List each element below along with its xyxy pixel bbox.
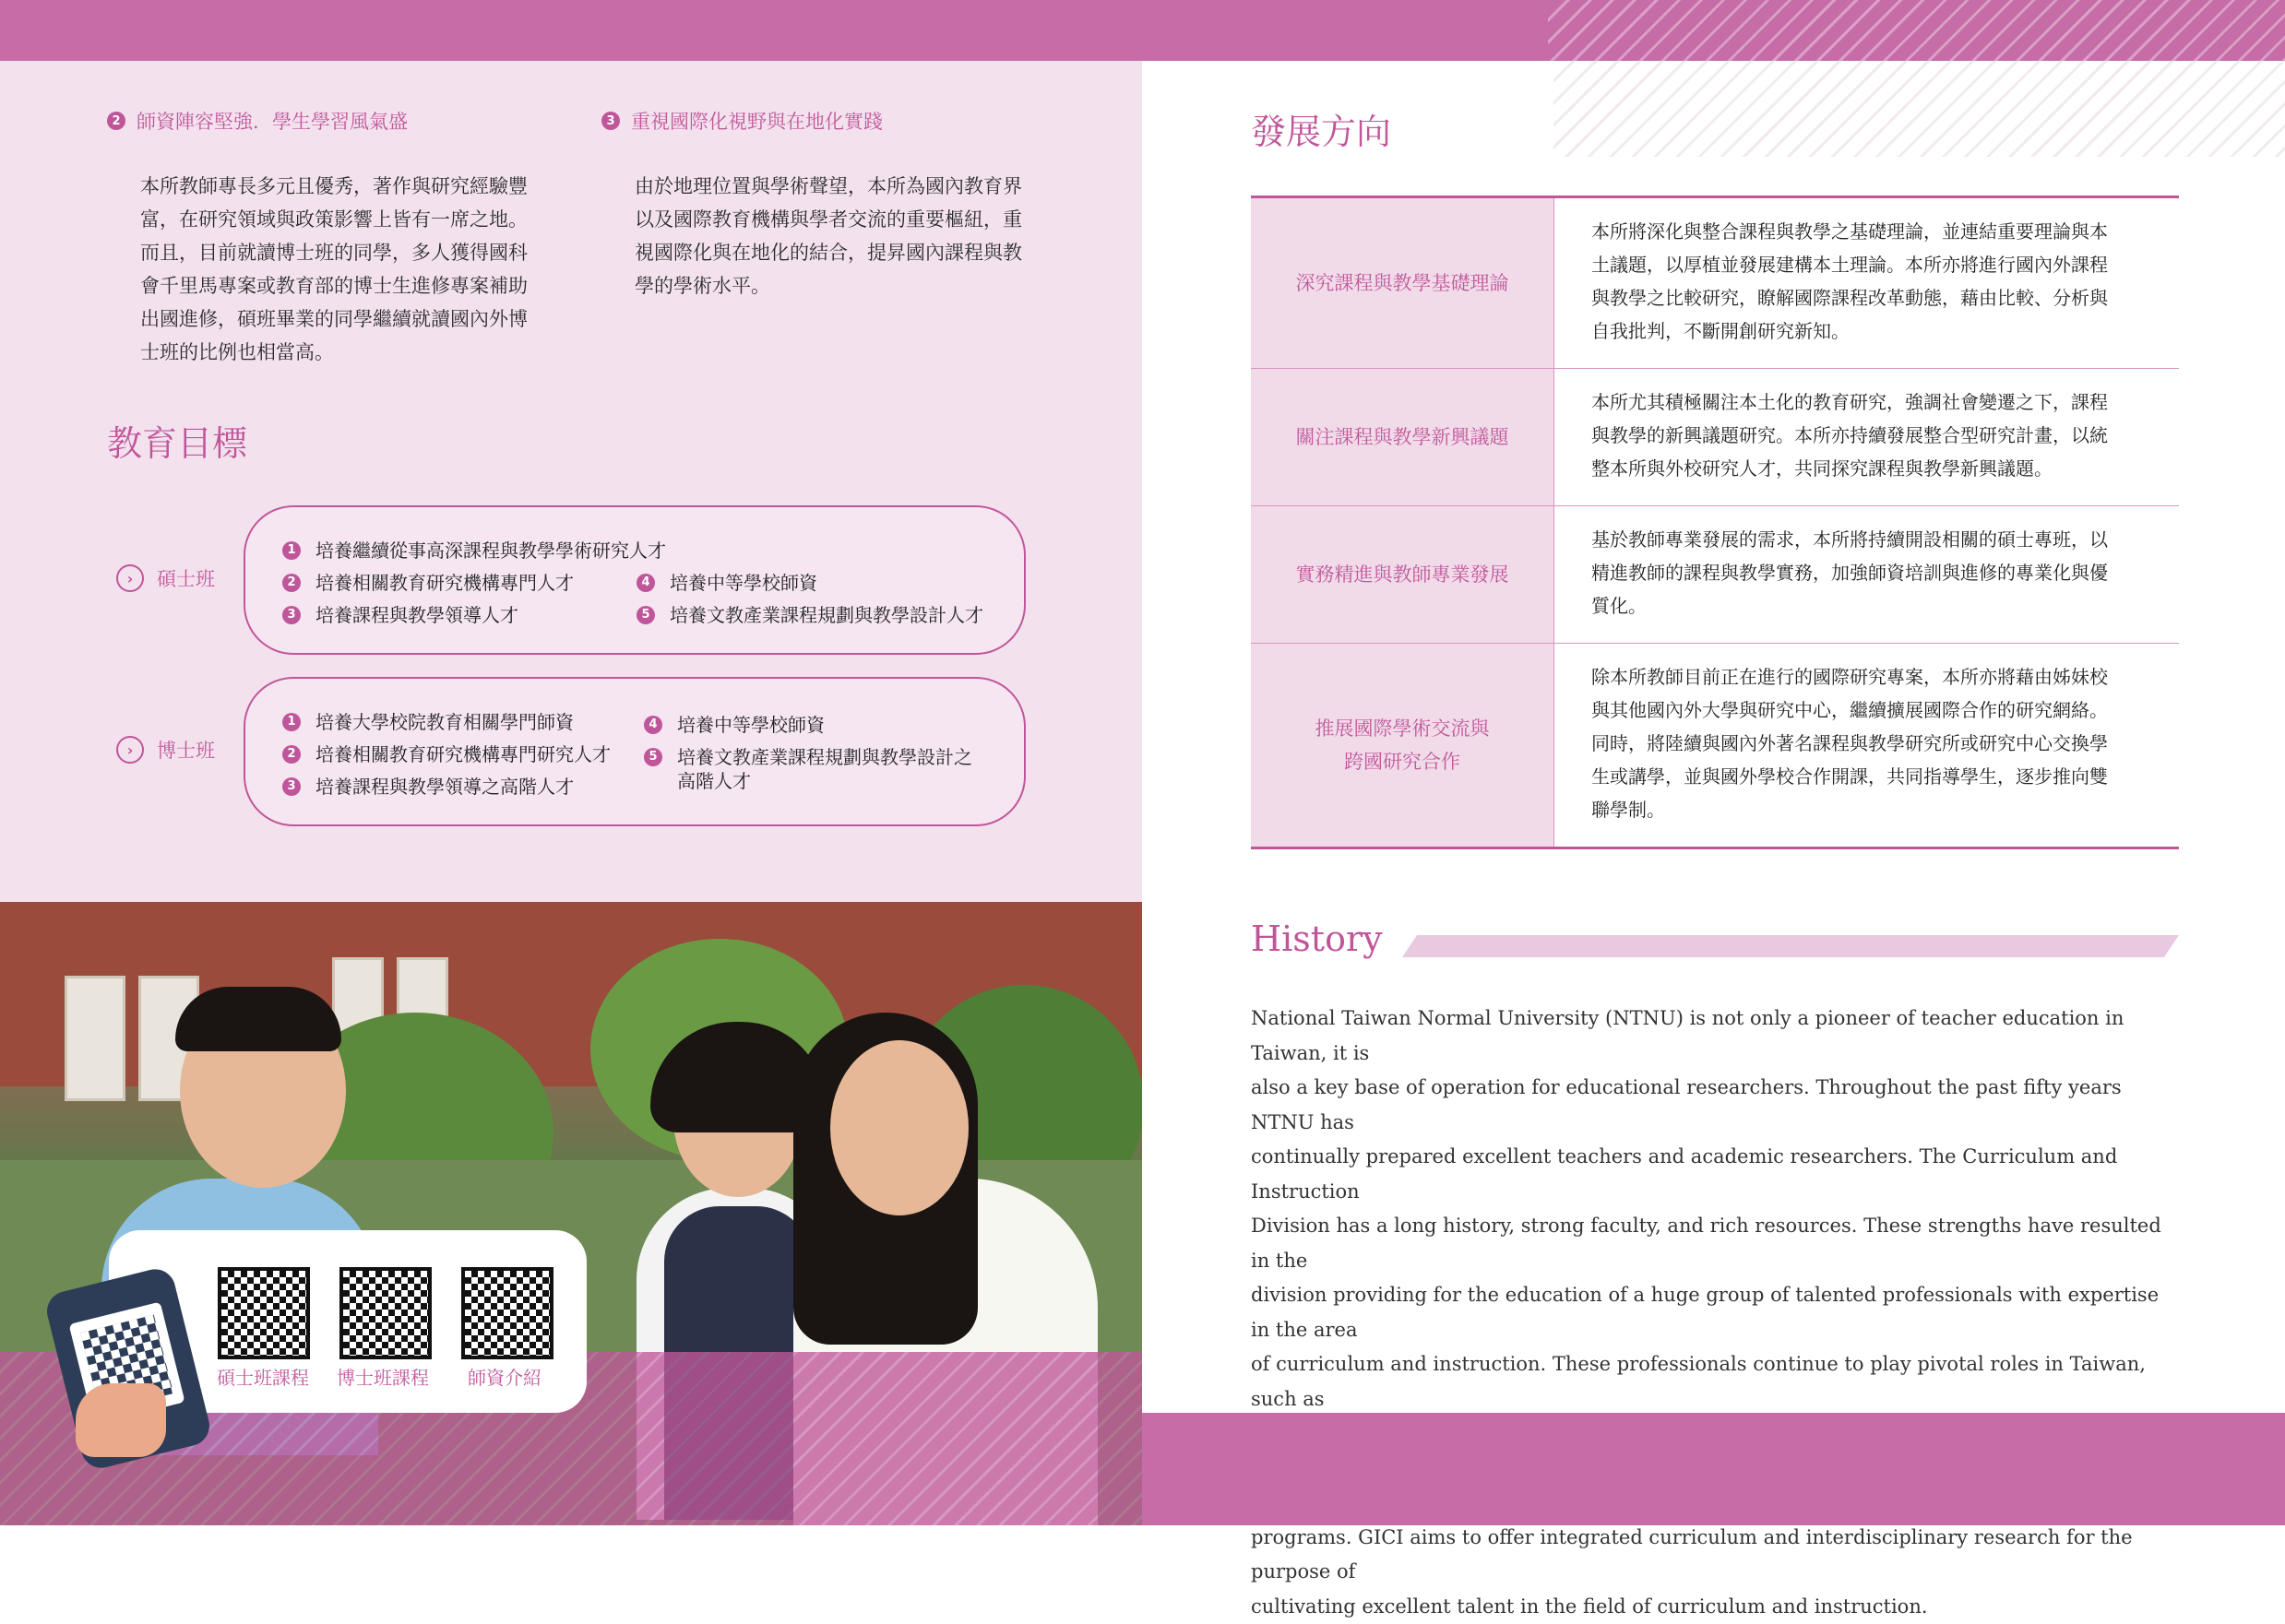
history-line: division providing for the education of a huge group of talented professionals with expertise in the area — [1251, 1278, 2183, 1347]
qr-label-master: 碩士班課程 — [194, 1363, 332, 1390]
direction-row — [1251, 369, 2179, 506]
goals-title: 教育目標 — [107, 415, 247, 466]
desc-line: 同時，將陸續與國內外著名課程與教學研究所或研究中心交換學 — [1591, 727, 2151, 760]
direction-key: 實務精進與教師專業發展 — [1251, 506, 1554, 643]
para-line: 士班的比例也相當高。 — [140, 336, 574, 369]
direction-row — [1251, 506, 2179, 644]
qr-label-faculty: 師資介紹 — [435, 1363, 574, 1390]
doctor-label — [116, 736, 215, 764]
goal-text-line: 高階人才 — [677, 770, 751, 792]
goal-item — [644, 745, 972, 793]
hatch-decoration — [1553, 61, 2285, 157]
goal-item — [637, 603, 983, 627]
master-label — [116, 564, 215, 592]
goal-text — [677, 745, 972, 793]
history-paragraph — [1251, 1002, 2183, 1624]
direction-key: 關注課程與教學新興議題 — [1251, 369, 1554, 505]
goal-item — [637, 571, 817, 595]
desc-line: 基於教師專業發展的需求，本所將持續開設相關的碩士專班，以 — [1591, 523, 2151, 556]
qr-code-faculty[interactable] — [461, 1267, 553, 1359]
person-face — [830, 1040, 969, 1215]
history-line: Division has a long history, strong faculty, and rich resources. These strengths have resulted in the — [1251, 1209, 2183, 1278]
desc-line: 本所將深化與整合課程與教學之基礎理論，並連結重要理論與本 — [1591, 215, 2151, 248]
goal-item — [282, 775, 574, 799]
person-hair — [175, 987, 341, 1051]
goal-text: 培養相關教育研究機構專門人才 — [315, 571, 574, 595]
desc-line: 與教學之比較研究，瞭解國際課程改革動態，藉由比較、分析與 — [1591, 281, 2151, 314]
number-badge: 3 — [282, 606, 301, 624]
direction-row — [1251, 644, 2179, 847]
feature-2-heading — [107, 107, 408, 135]
direction-desc — [1554, 506, 2179, 643]
direction-key: 深究課程與教學基礎理論 — [1251, 198, 1554, 368]
number-badge: 2 — [282, 574, 301, 592]
history-line: cultivating excellent talent in the field of curriculum and instruction. — [1251, 1590, 2183, 1624]
directions-title: 發展方向 — [1251, 103, 1391, 154]
goal-item — [282, 539, 666, 563]
desc-line: 與其他國內外大學與研究中心，繼續擴展國際合作的研究網絡。 — [1591, 693, 2151, 727]
goal-text: 培養文教產業課程規劃與教學設計人才 — [670, 603, 983, 627]
hand-icon — [76, 1383, 166, 1457]
number-badge: 5 — [637, 606, 655, 624]
directions-table — [1251, 196, 2179, 849]
history-line: programs. GICI aims to offer integrated curriculum and interdisciplinary research for the purpose of — [1251, 1521, 2183, 1590]
left-page — [0, 0, 1142, 1525]
desc-line: 生或講學，並與國外學校合作開課，共同指導學生，逐步推向雙 — [1591, 760, 2151, 793]
goal-text: 培養課程與教學領導人才 — [315, 603, 518, 627]
para-line: 視國際化與在地化的結合，提昇國內課程與教 — [635, 236, 1068, 269]
desc-line: 除本所教師目前正在進行的國際研究專案，本所亦將藉由姊妹校 — [1591, 660, 2151, 693]
para-line: 由於地理位置與學術聲望，本所為國內教育界 — [635, 170, 1068, 203]
goal-text: 培養相關教育研究機構專門研究人才 — [315, 742, 611, 766]
master-label-text: 碩士班 — [157, 564, 215, 592]
feature-3-heading-text: 重視國際化視野與在地化實踐 — [631, 107, 883, 135]
history-title: History — [1251, 919, 1383, 959]
desc-line: 與教學的新興議題研究。本所亦持續發展整合型研究計畫，以統 — [1591, 419, 2151, 452]
desc-line: 質化。 — [1591, 589, 2151, 622]
goal-item — [282, 710, 574, 734]
goal-item — [282, 742, 611, 766]
qr-label-doctor: 博士班課程 — [314, 1363, 452, 1390]
history-line: continually prepared excellent teachers and academic researchers. The Curriculum and Instruction — [1251, 1140, 2183, 1209]
direction-desc — [1554, 644, 2179, 847]
chevron-right-icon: › — [116, 564, 144, 592]
history-title-bar — [1402, 935, 2179, 957]
direction-desc — [1554, 198, 2179, 368]
feature-3-heading — [601, 107, 883, 135]
goal-text: 培養課程與教學領導之高階人才 — [315, 775, 574, 799]
number-badge: 4 — [644, 716, 662, 734]
para-line: 會千里馬專案或教育部的博士生進修專案補助 — [140, 269, 574, 302]
goal-item — [282, 603, 518, 627]
desc-line: 土議題，以厚植並發展建構本土理論。本所亦將進行國內外課程 — [1591, 248, 2151, 281]
number-badge: 3 — [282, 777, 301, 796]
goal-text: 培養中等學校師資 — [677, 713, 825, 737]
goal-item — [644, 713, 825, 737]
number-badge: 1 — [282, 541, 301, 560]
para-line: 富，在研究領域與政策影響上皆有一席之地。 — [140, 203, 574, 236]
goal-text: 培養大學校院教育相關學門師資 — [315, 710, 574, 734]
para-line: 本所教師專長多元且優秀，著作與研究經驗豐 — [140, 170, 574, 203]
desc-line: 精進教師的課程與教學實務，加強師資培訓與進修的專業化與優 — [1591, 556, 2151, 589]
goal-item — [282, 571, 574, 595]
desc-line: 聯學制。 — [1591, 793, 2151, 826]
number-badge: 4 — [637, 574, 655, 592]
left-top-bar — [0, 0, 1142, 61]
chevron-right-icon: › — [116, 736, 144, 764]
direction-row — [1251, 198, 2179, 369]
building-window — [65, 976, 125, 1101]
para-line: 以及國際教育機構與學者交流的重要樞紐，重 — [635, 203, 1068, 236]
direction-desc — [1554, 369, 2179, 505]
goal-text: 培養繼續從事高深課程與教學學術研究人才 — [315, 539, 666, 563]
qr-code-master[interactable] — [218, 1267, 310, 1359]
direction-key-line: 推展國際學術交流與 — [1315, 712, 1490, 745]
para-line: 學的學術水平。 — [635, 269, 1068, 302]
qr-code-doctor[interactable] — [339, 1267, 432, 1359]
feature-2-paragraph — [140, 170, 574, 369]
top-bar-stripes — [1548, 0, 2285, 61]
desc-line: 自我批判，不斷開創研究新知。 — [1591, 314, 2151, 348]
para-line: 而且，目前就讀博士班的同學，多人獲得國科 — [140, 236, 574, 269]
history-line: also a key base of operation for educational researchers. Throughout the past fifty years NTNU has — [1251, 1071, 2183, 1140]
para-line: 出國進修，碩班畢業的同學繼續就讀國內外博 — [140, 302, 574, 336]
doctor-label-text: 博士班 — [157, 736, 215, 764]
number-badge: 3 — [601, 112, 620, 130]
number-badge: 2 — [107, 112, 125, 130]
direction-key — [1251, 644, 1554, 847]
goal-text: 培養中等學校師資 — [670, 571, 817, 595]
number-badge: 1 — [282, 713, 301, 731]
direction-key-line: 跨國研究合作 — [1315, 745, 1490, 778]
desc-line: 本所尤其積極關注本土化的教育研究，強調社會變遷之下，課程 — [1591, 385, 2151, 419]
feature-3-paragraph — [635, 170, 1068, 302]
right-bottom-bar — [1142, 1413, 2285, 1525]
history-line: National Taiwan Normal University (NTNU) is not only a pioneer of teacher education in Taiwan, it is — [1251, 1002, 2183, 1071]
desc-line: 整本所與外校研究人才，共同探究課程與教學新興議題。 — [1591, 452, 2151, 485]
right-page — [1142, 0, 2285, 1525]
goal-text-line: 培養文教產業課程規劃與教學設計之 — [677, 746, 972, 768]
history-line: of curriculum and instruction. These professionals continue to play pivotal roles in Taiwan, such as — [1251, 1347, 2183, 1417]
feature-2-heading-text: 師資陣容堅強．學生學習風氣盛 — [137, 107, 408, 135]
number-badge: 5 — [644, 748, 662, 766]
number-badge: 2 — [282, 745, 301, 764]
